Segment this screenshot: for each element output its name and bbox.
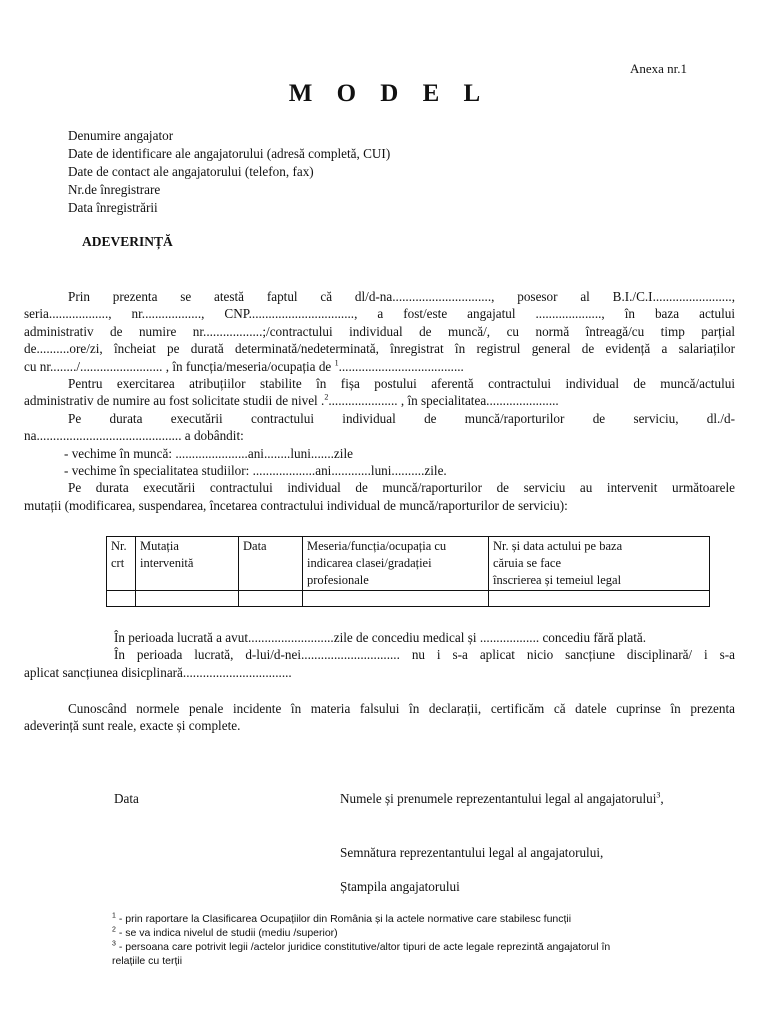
table-cell <box>239 591 303 607</box>
footnote-mark: 1 <box>112 912 116 920</box>
paragraph-line: na............................................ a dobândit: <box>24 428 244 444</box>
header-text: Mutația <box>140 539 179 553</box>
paragraph-text: ...................................... <box>338 358 464 374</box>
employer-contact-line: Date de contact ale angajatorului (telefon, fax) <box>68 164 314 179</box>
paragraph-line: Pe durata executării contractului individual de muncă/raporturilor de serviciu, dl./d- <box>68 410 735 426</box>
representative-name-text: Numele și prenumele reprezentantului legal al angajatorului <box>340 791 657 806</box>
paragraph-text: administrativ de numire au fost solicitate studii de nivel . <box>24 393 325 409</box>
representative-name-suffix: , <box>660 791 664 806</box>
footnote-text: - persoana care potrivit legii /actelor juridice constitutive/altor tipuri de acte legale reprezintă angajatorul în <box>115 941 611 953</box>
paragraph-line: În perioada lucrată, d-lui/d-nei.............................. nu i s-a aplicat nicio sancțiune disciplinară/ i s-a <box>114 647 735 663</box>
footnote-ref-2: 2 <box>324 393 329 403</box>
header-text: crt <box>111 556 125 570</box>
table-header-row <box>107 537 710 591</box>
paragraph-leave <box>24 629 735 681</box>
paragraph-line: administrativ de numire nr..................;/contractului individual de muncă/, cu normă întreagă/cu timp parțial <box>24 323 735 339</box>
mutations-table <box>106 536 710 607</box>
paragraph-text: cu nr......../......................... , în funcția/meseria/ocupația de <box>24 358 335 374</box>
footnote-mark: 3 <box>112 940 116 948</box>
paragraph-line: adeverință sunt reale, exacte și complete. <box>24 718 241 734</box>
header-text: Data <box>243 539 267 553</box>
table-row <box>107 591 710 607</box>
date-label: Data <box>114 791 139 806</box>
footnote-3 <box>112 940 692 954</box>
paragraph-line: Pentru exercitarea atribuțiilor stabilite în fișa postului aferentă contractului individual de muncă/actului <box>68 376 735 392</box>
employer-id-line: Date de identificare ale angajatorului (adresă completă, CUI) <box>68 146 391 161</box>
paragraph-declaration <box>24 700 735 735</box>
footnote-ref-1: 1 <box>334 358 339 368</box>
representative-name-label <box>340 790 664 807</box>
header-text: Meseria/funcția/ocupația cu <box>307 539 447 553</box>
table-cell <box>303 591 489 607</box>
header-text: căruia se face <box>493 556 561 570</box>
paragraph-line <box>24 358 735 375</box>
employer-name-line: Denumire angajator <box>68 128 174 143</box>
table-cell <box>136 591 239 607</box>
footnotes <box>112 912 692 968</box>
paragraph-line: Cunoscând normele penale incidente în materia falsului în declarații, certificăm că datele cuprinse în prezenta <box>68 701 735 716</box>
table-header-cell <box>136 537 239 591</box>
paragraph-line: de..........ore/zi, încheiat pe durată determinată/nedeterminată, înregistrat în registrul general de evidență a salariaților <box>24 341 735 357</box>
paragraph-employment <box>24 288 735 514</box>
paragraph-text: ..................... , în specialitatea...................... <box>328 393 559 409</box>
signature-label: Semnătura reprezentantului legal al angajatorului, <box>340 845 604 860</box>
header-text: Nr. <box>111 539 127 553</box>
paragraph-line: seria.................., nr.................., CNP................................, a fost/este angajatul ...................., în baza actului <box>24 306 735 322</box>
footnote-3-continued: relațiile cu terții <box>112 955 183 967</box>
paragraph-line: aplicat sancțiunea disicplinară................................. <box>24 664 292 680</box>
document-model-title: M O D E L <box>288 80 490 107</box>
table-cell <box>107 591 136 607</box>
header-text: Nr. și data actului pe baza <box>493 539 623 553</box>
footnote-1 <box>112 912 692 926</box>
registration-number-line: Nr.de înregistrare <box>68 182 161 197</box>
table-header-cell <box>239 537 303 591</box>
table-header-cell <box>303 537 489 591</box>
certificate-title: ADEVERINȚĂ <box>82 234 173 249</box>
header-text: intervenită <box>140 556 194 570</box>
table-header-cell <box>489 537 710 591</box>
registration-date-line: Data înregistrării <box>68 200 158 215</box>
annex-number: Anexa nr.1 <box>630 61 688 76</box>
footnote-mark: 2 <box>112 926 116 934</box>
stamp-label: Ștampila angajatorului <box>340 879 460 894</box>
paragraph-line: Pe durata executării contractului individual de muncă/raporturilor de serviciu au intervenit următoarele <box>68 480 735 496</box>
paragraph-line <box>24 392 735 409</box>
table-header-cell <box>107 537 136 591</box>
header-text: înscrierea și temeiul legal <box>493 573 622 587</box>
footnote-text: - se va indica nivelul de studii (mediu /superior) <box>115 927 338 939</box>
seniority-specialty-line: - vechime în specialitatea studiilor: ...................ani............luni..........zile. <box>64 463 447 479</box>
table-cell <box>489 591 710 607</box>
footnote-2 <box>112 926 692 940</box>
header-text: profesionale <box>307 573 369 587</box>
paragraph-line: mutații (modificarea, suspendarea, încetarea contractului individual de muncă/raporturilor de serviciu): <box>24 497 568 513</box>
paragraph-line: În perioada lucrată a avut..........................zile de concediu medical și .................. concediu fără plată. <box>114 630 647 645</box>
footnote-ref-3: 3 <box>656 790 661 800</box>
paragraph-line: Prin prezenta se atestă faptul că dl/d-na.............................., posesor al B.I./C.I........................, <box>68 289 735 304</box>
header-text: indicarea clasei/gradației <box>307 556 432 570</box>
footnote-text: - prin raportare la Clasificarea Ocupațiilor din România și la actele normative care stabilesc funcții <box>115 913 572 925</box>
seniority-work-line: - vechime în muncă: ......................ani........luni.......zile <box>64 445 353 461</box>
